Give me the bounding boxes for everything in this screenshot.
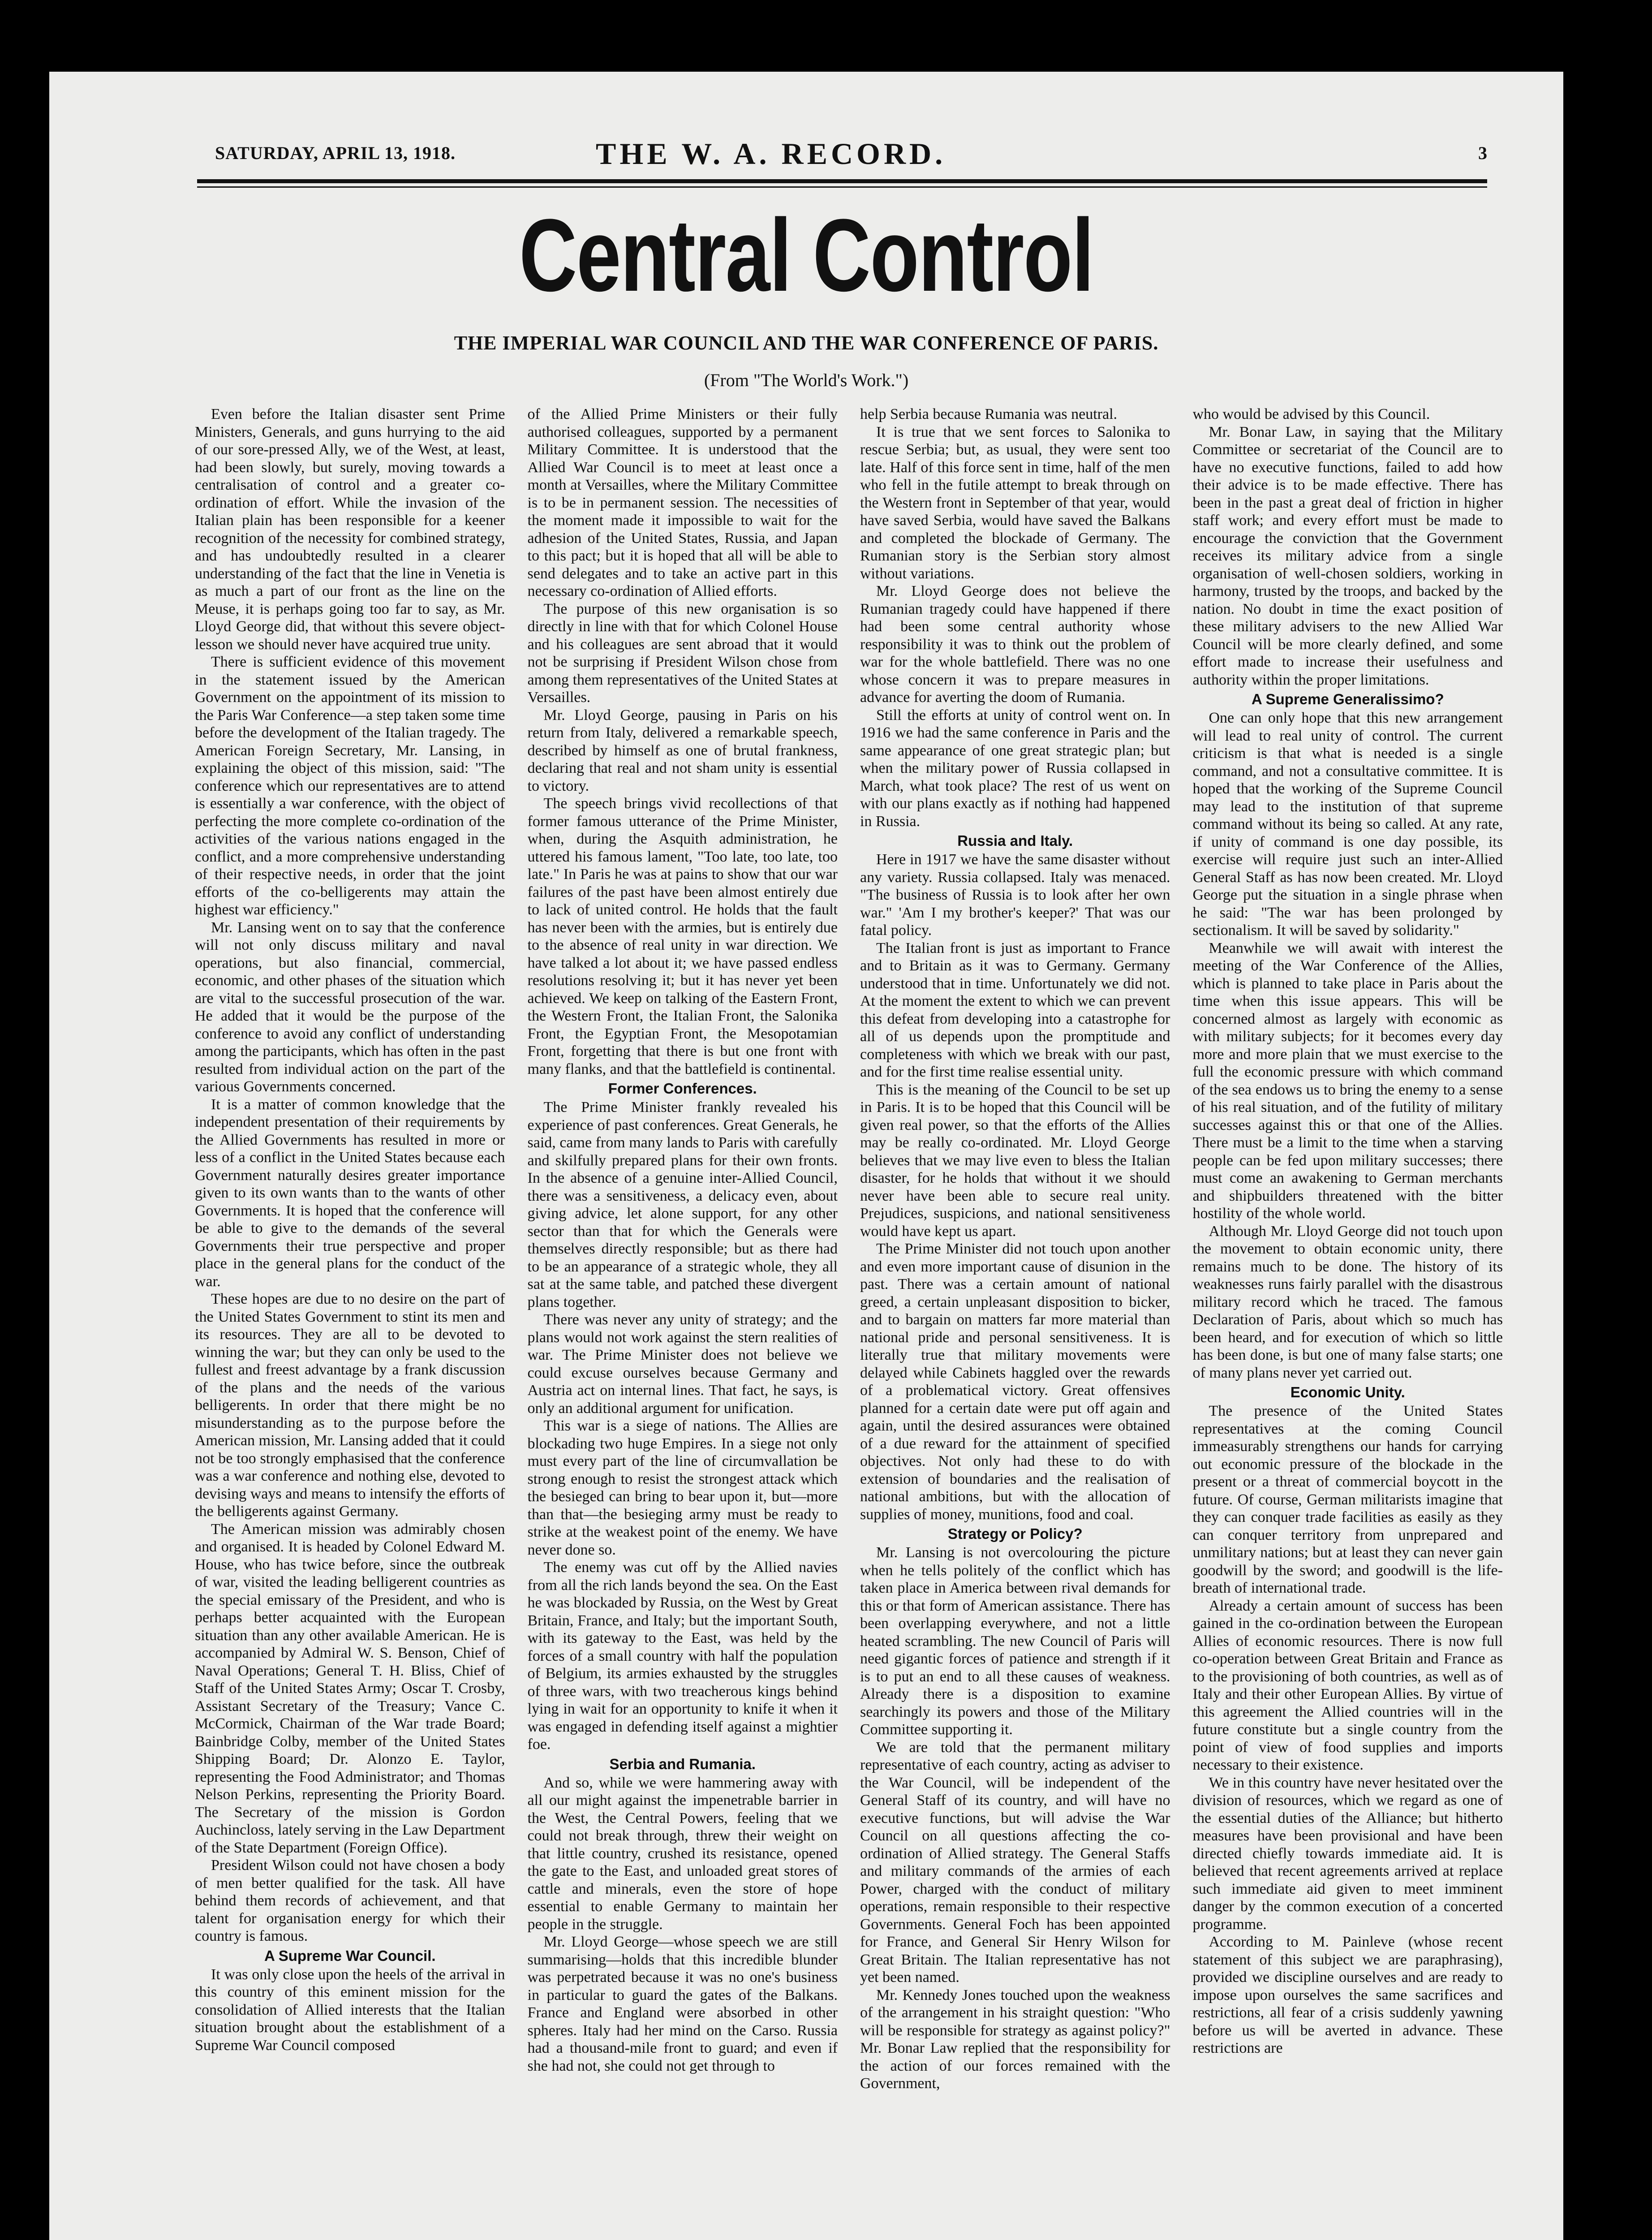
section-heading: A Supreme Generalissimo? xyxy=(1251,691,1444,707)
article-paragraph: It is true that we sent forces to Salonika to rescue Serbia; but, as usual, they were sent too late. Half of this force sent in time, half of the men who fell in the futile attempt to break through on the Western front in September of that year, would have saved Serbia, would have saved the Balkans and completed the blockade of Germany. The Rumanian story is the Serbian story almost without variations. xyxy=(860,423,1170,582)
masthead xyxy=(215,139,1487,175)
article-paragraph: It is a matter of common knowledge that the independent presentation of their requirements by the Allied Governments has resulted in more or less of a conflict in the United States because each Government naturally desires greater importance given to its own wants than to the wants of other Governments. It is hoped that the conference will be able to give to the demands of the several Governments their true perspective and proper place in the general plans for the conduct of the war. xyxy=(195,1096,505,1290)
newspaper-name: THE W. A. RECORD. xyxy=(596,137,946,171)
article-paragraph: Meanwhile we will await with interest the meeting of the War Conference of the Allies, which is planned to take place in Paris about the time when this issue appears. This will be concerned almost as largely with economic as with military subjects; for it becomes every day more and more plain that we must exercise to the full the economic pressure with which command of the sea endows us to bring the enemy to a sense of his real situation, and of the futility of military successes against this or that one of the Allies. There must be a limit to the time when a starving people can be fed upon military successes; there must come an awakening to German merchants and shipbuilders threatened with the bitter hostility of the whole world. xyxy=(1192,939,1503,1222)
article-paragraph: help Serbia because Rumania was neutral. xyxy=(860,406,1118,422)
section-heading: Strategy or Policy? xyxy=(947,1525,1083,1542)
article-column-3 xyxy=(860,405,1170,2240)
article-paragraph: who would be advised by this Council. xyxy=(1192,406,1430,422)
article-paragraph: The Prime Minister frankly revealed his experience of past conferences. Great Generals, he said, came from many lands to Paris with carefully and skilfully prepared plans for their own fronts. In the absence of a genuine inter-Allied Council, there was a sensitiveness, a delicacy even, about giving advice, let alone support, for any other sector than that for which the Generals were themselves directly responsible; but as there had to be an appearance of a strategic whole, they all sat at the same table, and patched these divergent plans together. xyxy=(527,1099,838,1310)
article-paragraph: The purpose of this new organisation is so directly in line with that for which Colonel House and his colleagues are sent abroad that it would not be surprising if President Wilson chose from among them representatives of the United States at Versailles. xyxy=(527,600,838,706)
article-paragraph: And so, while we were hammering away with all our might against the impenetrable barrier in the West, the Central Powers, feeling that we could not break through, threw their weight on that little country, crushed its resistance, opened the gate to the East, and unloaded great stores of cattle and minerals, even the store of hope essential to enable Germany to maintain her people in the struggle. xyxy=(527,1774,838,1933)
article-paragraph: President Wilson could not have chosen a body of men better qualified for the task. All have behind them records of achievement, and that talent for organisation energy for which their country is famous. xyxy=(195,1857,505,1944)
article-paragraph: There was never any unity of strategy; and the plans would not work against the stern realities of war. The Prime Minister does not believe we could excuse ourselves because Germany and Austria act on internal lines. That fact, he says, is only an additional argument for unification. xyxy=(527,1311,838,1417)
article-paragraph: Mr. Lloyd George, pausing in Paris on his return from Italy, delivered a remarkable speech, described by himself as one of brutal frankness, declaring that real and not sham unity is essential to victory. xyxy=(527,706,838,794)
article-paragraph: Mr. Lloyd George—whose speech we are still summarising—holds that this incredible blunder was perpetrated because it was no one's business in particular to guard the gates of the Balkans. France and England were absorbed in other spheres. Italy had her mind on the Carso. Russia had a thousand-mile front to guard; and even if she had not, she could not get through to xyxy=(527,1934,838,2074)
article-paragraph: One can only hope that this new arrangement will lead to real unity of control. The current criticism is that what is needed is a single command, and not a consultative committee. It is hoped that the working of the Supreme Council may lead to the institution of that supreme command without its being so called. At any rate, if unity of command is one day possible, its exercise will require just such an inter-Allied General Staff as has now been created. Mr. Lloyd George put the situation in a single phrase when he said: "The war has been prolonged by sectionalism. It will be saved by solidarity." xyxy=(1192,710,1503,939)
article-paragraph: Mr. Lansing is not overcolouring the picture when he tells politely of the conflict which has taken place in America between rival demands for this or that form of American assistance. There has been overlapping everywhere, and not a little heated scrambling. The new Council of Paris will need gigantic forces of patience and strength if it is to put an end to all these causes of weakness. Already there is a disposition to examine searchingly its powers and those of the Military Committee supporting it. xyxy=(860,1544,1170,1738)
newspaper-page xyxy=(49,72,1563,2240)
section-heading: Economic Unity. xyxy=(1290,1384,1405,1400)
article-paragraph: These hopes are due to no desire on the part of the United States Government to stint its men and its resources. They are all to be devoted to winning the war; but they can only be used to the fullest and freest advantage by a frank discussion of the plans and the needs of the various belligerents. In order that there might be no misunderstanding as to the purpose before the American mission, Mr. Lansing added that it could not be too strongly emphasised that the conference was a war conference and nothing else, devoted to devising ways and means to intensify the efforts of the belligerents against Germany. xyxy=(195,1291,505,1520)
article-paragraph: Already a certain amount of success has been gained in the co-ordination between the European Allies of economic resources. There is now full co-operation between Great Britain and France as to the provisioning of both countries, as well as of Italy and their other European Allies. By virtue of this agreement the Allied countries will in the future constitute but a single country from the point of view of food supplies and imports necessary to their existence. xyxy=(1192,1597,1503,1773)
article-paragraph: This is the meaning of the Council to be set up in Paris. It is to be hoped that this Council will be given real power, so that the efforts of the Allies may be really co-ordinated. Mr. Lloyd George believes that we may live even to bless the Italian disaster, for he holds that without it we should never have been able to secure real unity. Prejudices, suspicions, and national sensitiveness would have kept us apart. xyxy=(860,1081,1170,1240)
masthead-rule xyxy=(197,179,1487,183)
article-paragraph: The Prime Minister did not touch upon another and even more important cause of disunion in the past. There was a certain amount of national greed, a certain unpleasant disposition to bicker, and to bargain on matters far more material than national pride and personal sensitiveness. It is literally true that military movements were delayed while Cabinets haggled over the rewards of a problematical victory. Great offensives planned for a certain date were put off again and again, until the desired assurances were obtained of a due reward for the attainment of specified objectives. Not only had these to do with extension of boundaries and the realisation of national ambitions, but with the allocation of supplies of money, munitions, food and coal. xyxy=(860,1241,1170,1523)
article-paragraph: According to M. Painleve (whose recent statement of this subject we are paraphrasing), provided we discipline ourselves and are ready to impose upon ourselves the same sacrifices and restrictions, all fear of a crisis suddenly yawning before us will be averted in advance. These restrictions are xyxy=(1192,1934,1503,2056)
article-paragraph: Still the efforts at unity of control went on. In 1916 we had the same conference in Paris and the same appearance of one great strategic plan; but when the military power of Russia collapsed in March, what took place? The rest of us went on with our plans exactly as if nothing had happened in Russia. xyxy=(860,706,1170,830)
article-paragraph: There is sufficient evidence of this movement in the statement issued by the American Government on the appointment of its mission to the Paris War Conference—a step taken some time before the development of the Italian tragedy. The American Foreign Secretary, Mr. Lansing, in explaining the object of this mission, said: "The conference which our representatives are to attend is essentially a war conference, with the object of perfecting the more complete co-ordination of the activities of the various nations engaged in the conflict, and a more comprehensive understanding of their respective needs, in order that the joint efforts of the co-belligerents may attain the highest war efficiency." xyxy=(195,654,505,918)
article-paragraph: The American mission was admirably chosen and organised. It is headed by Colonel Edward M. House, who has twice before, since the outbreak of war, visited the leading belligerent countries as the special emissary of the President, and who is perhaps better acquainted with the European situation than any other available American. He is accompanied by Admiral W. S. Benson, Chief of Naval Operations; General T. H. Bliss, Chief of Staff of the United States Army; Oscar T. Crosby, Assistant Secretary of the Treasury; Vance C. McCormick, Chairman of the War trade Board; Bainbridge Colby, member of the United States Shipping Board; Dr. Alonzo E. Taylor, representing the Food Administrator; and Thomas Nelson Perkins, representing the Priority Board. The Secretary of the mission is Gordon Auchincloss, lately serving in the Law Department of the State Department (Foreign Office). xyxy=(195,1521,505,1856)
section-heading: A Supreme War Council. xyxy=(264,1947,436,1964)
article-paragraph: Mr. Bonar Law, in saying that the Military Committee or secretariat of the Council are to have no executive functions, failed to add how their advice is to be made effective. There has been in the past a great deal of friction in higher staff work; and every effort must be made to encourage the conviction that the Government receives its military advice from a single organisation of well-chosen soldiers, working in harmony, trusted by the troops, and backed by the nation. No doubt in time the exact position of these military advisers to the new Allied War Council will be more clearly defined, and some effort made to increase their usefulness and authority within the proper limitations. xyxy=(1192,423,1503,688)
article-paragraph: Mr. Lansing went on to say that the conference will not only discuss military and naval operations, but also financial, commercial, economic, and other phases of the situation which are vital to the successful prosecution of the war. He added that it would be the purpose of the conference to avoid any conflict of understanding among the participants, which has often in the past resulted from individual action on the part of the various Governments concerned. xyxy=(195,919,505,1095)
article-paragraph: The speech brings vivid recollections of that former famous utterance of the Prime Minister, when, during the Asquith administration, he uttered his famous lament, "Too late, too late, too late." In Paris he was at pains to show that our war failures of the past have been almost entirely due to lack of united control. He holds that the fault has never been with the armies, but is entirely due to the absence of real unity in war direction. We have talked a lot about it; we have passed endless resolutions resolving it; but it has never yet been achieved. We keep on talking of the Eastern Front, the Western Front, the Italian Front, the Salonika Front, the Egyptian Front, the Mesopotamian Front, forgetting that there is but one front with many flanks, and that the battlefield is continental. xyxy=(527,795,838,1077)
article-paragraph: It was only close upon the heels of the arrival in this country of this eminent mission for the consolidation of Allied interests that the Italian situation brought about the establishment of a Supreme War Council composed xyxy=(195,1966,505,2054)
issue-date: SATURDAY, APRIL 13, 1918. xyxy=(215,143,456,163)
article-paragraph: Although Mr. Lloyd George did not touch upon the movement to obtain economic unity, there remains much to be done. The history of its weaknesses runs fairly parallel with the disastrous military record which he traced. The famous Declaration of Paris, about which so much has been heard, and for execution of which so little has been done, is but one of many false starts; one of many plans never yet carried out. xyxy=(1192,1223,1503,1381)
article-paragraph: Here in 1917 we have the same disaster without any variety. Russia collapsed. Italy was menaced. "The business of Russia is to look after her own war." 'Am I my brother's keeper?' That was our fatal policy. xyxy=(860,851,1170,939)
article-paragraph: This war is a siege of nations. The Allies are blockading two huge Empires. In a siege not only must every part of the line of circumvallation be strong enough to resist the strongest attack which the besieged can bring to bear upon it, but—more than that—the besieging army must be ready to strike at the weakest point of the enemy. We have never done so. xyxy=(527,1417,838,1558)
article-paragraph: Mr. Lloyd George does not believe the Rumanian tragedy could have happened if there had been some central authority whose responsibility it was to think out the problem of war for the whole battlefield. There was no one whose concern it was to prepare measures in advance for averting the doom of Rumania. xyxy=(860,583,1170,706)
section-heading: Serbia and Rumania. xyxy=(609,1755,756,1772)
article-columns xyxy=(195,405,1503,2240)
article-source: (From "The World's Work.") xyxy=(704,370,909,390)
article-paragraph: of the Allied Prime Ministers or their fully authorised colleagues, supported by a permanent Military Committee. It is understood that the Allied War Council is to meet at least once a month at Versailles, where the Military Committee is to be in permanent session. The necessities of the moment made it impossible to wait for the adhesion of the United States, Russia, and Japan to this pact; but it is hoped that all will be able to send delegates and to take an active part in this necessary co-ordination of Allied efforts. xyxy=(527,406,838,599)
page-number: 3 xyxy=(1478,143,1487,163)
masthead-rule-thin xyxy=(197,186,1487,188)
article-headline: Central Control xyxy=(519,198,1094,313)
article-paragraph: Even before the Italian disaster sent Prime Ministers, Generals, and guns hurrying to the aid of our sore-pressed Ally, we of the West, at least, had been slowly, but surely, moving towards a centralisation of control and a greater co-ordination of effort. While the invasion of the Italian plain has been responsible for a keener recognition of the necessity for combined strategy, and has undoubtedly resulted in a clearer understanding of the fact that the line in Venetia is as much a part of our front as the line on the Meuse, it is perhaps going too far to say, as Mr. Lloyd George did, that without this severe object-lesson we should never have acquired true unity. xyxy=(195,406,505,653)
article-paragraph: We in this country have never hesitated over the division of resources, which we regard as one of the essential duties of the Alliance; but hitherto measures have been provisional and have been directed chiefly towards immediate aid. It is believed that recent agreements arrived at replace such immediate aid given to meet imminent danger by the common execution of a concerted programme. xyxy=(1192,1774,1503,1933)
article-column-2 xyxy=(528,405,838,2240)
article-paragraph: We are told that the permanent military representative of each country, acting as adviser to the War Council, will be independent of the General Staff of its country, and will have no executive functions, but will advise the War Council on all questions affecting the co-ordination of Allied strategy. The General Staffs and military commands of the armies of each Power, charged with the conduct of military operations, remain responsible to their respective Governments. General Foch has been appointed for France, and General Sir Henry Wilson for Great Britain. The Italian representative has not yet been named. xyxy=(860,1739,1170,1986)
article-paragraph: The enemy was cut off by the Allied navies from all the rich lands beyond the sea. On the East he was blockaded by Russia, on the West by Great Britain, France, and Italy; but the important South, with its gateway to the East, was held by the forces of a small country with half the population of Belgium, its armies exhausted by the struggles of three wars, with two treacherous kings behind lying in wait for an opportunity to knife it when it was engaged in defending itself against a mightier foe. xyxy=(527,1559,838,1753)
section-heading: Russia and Italy. xyxy=(957,832,1073,849)
article-subheadline: THE IMPERIAL WAR COUNCIL AND THE WAR CONFERENCE OF PARIS. xyxy=(454,332,1159,354)
article-column-4 xyxy=(1193,405,1503,2240)
article-paragraph: The Italian front is just as important to France and to Britain as it was to Germany. Germany understood that in time. Unfortunately we did not. At the moment the extent to which we can prevent this defeat from developing into a catastrophe for all of us depends upon the promptitude and completeness with which we break with our past, and for the first time realise essential unity. xyxy=(860,939,1170,1080)
article-paragraph: Mr. Kennedy Jones touched upon the weakness of the arrangement in his straight question: "Who will be responsible for strategy as against policy?" Mr. Bonar Law replied that the responsibility for the action of our forces remained with the Government, xyxy=(860,1986,1170,2092)
article-column-1 xyxy=(195,405,505,2240)
article-paragraph: The presence of the United States representatives at the coming Council immeasurably strengthens our hands for carrying out economic pressure of the blockade in the present or a threat of commercial boycott in the future. Of course, German militarists imagine that they can conquer trade facilities as easily as they can conquer territory from unprepared and unmilitary nations; but at least they can never gain goodwill by the sword; and goodwill is the life-breath of international trade. xyxy=(1192,1403,1503,1596)
section-heading: Former Conferences. xyxy=(608,1080,757,1097)
